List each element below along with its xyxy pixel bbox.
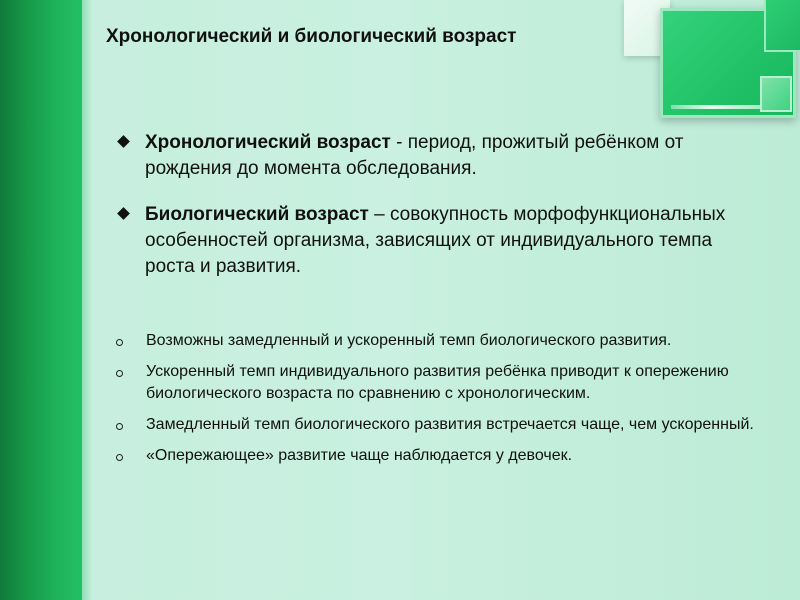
circle-bullet-icon bbox=[116, 370, 123, 377]
term-chronological: Хронологический возраст bbox=[145, 132, 391, 153]
main-bullet-list bbox=[116, 130, 756, 300]
main-bullet-item bbox=[116, 202, 756, 280]
sub-bullet-item bbox=[116, 445, 766, 467]
sub-bullet-text: Ускоренный темп индивидуального развития ребёнка приводит к опережению биологического возраста по сравнению с хронологическим. bbox=[146, 363, 729, 402]
sub-bullet-list bbox=[116, 330, 766, 476]
sub-bullet-text: Замедленный темп биологического развития встречается чаще, чем ускоренный. bbox=[146, 416, 754, 433]
circle-bullet-icon bbox=[116, 423, 123, 430]
main-bullet-text bbox=[145, 202, 756, 280]
sub-bullet-item bbox=[116, 361, 766, 405]
diamond-bullet-icon bbox=[117, 135, 130, 148]
diamond-bullet-icon bbox=[117, 207, 130, 220]
sub-bullet-item bbox=[116, 414, 766, 436]
definition-chronological: - период, прожитый ребёнком от рождения до момента обследования. bbox=[145, 132, 684, 179]
sub-bullet-text: «Опережающее» развитие чаще наблюдается у девочек. bbox=[146, 447, 573, 464]
decor-square-green-small bbox=[760, 76, 792, 112]
circle-bullet-icon bbox=[116, 339, 123, 346]
main-bullet-item bbox=[116, 130, 756, 182]
term-biological: Биологический возраст bbox=[145, 204, 369, 225]
main-bullet-text bbox=[145, 130, 756, 182]
decor-square-green-corner bbox=[764, 0, 800, 52]
sub-bullet-text: Возможны замедленный и ускоренный темп биологического развития. bbox=[146, 332, 672, 349]
circle-bullet-icon bbox=[116, 454, 123, 461]
slide-title: Хронологический и биологический возраст bbox=[106, 26, 517, 47]
left-accent-band bbox=[0, 0, 82, 600]
sub-bullet-item bbox=[116, 330, 766, 352]
definition-biological: – совокупность морфофункциональных особенностей организма, зависящих от индивидуального темпа роста и развития. bbox=[145, 204, 726, 277]
